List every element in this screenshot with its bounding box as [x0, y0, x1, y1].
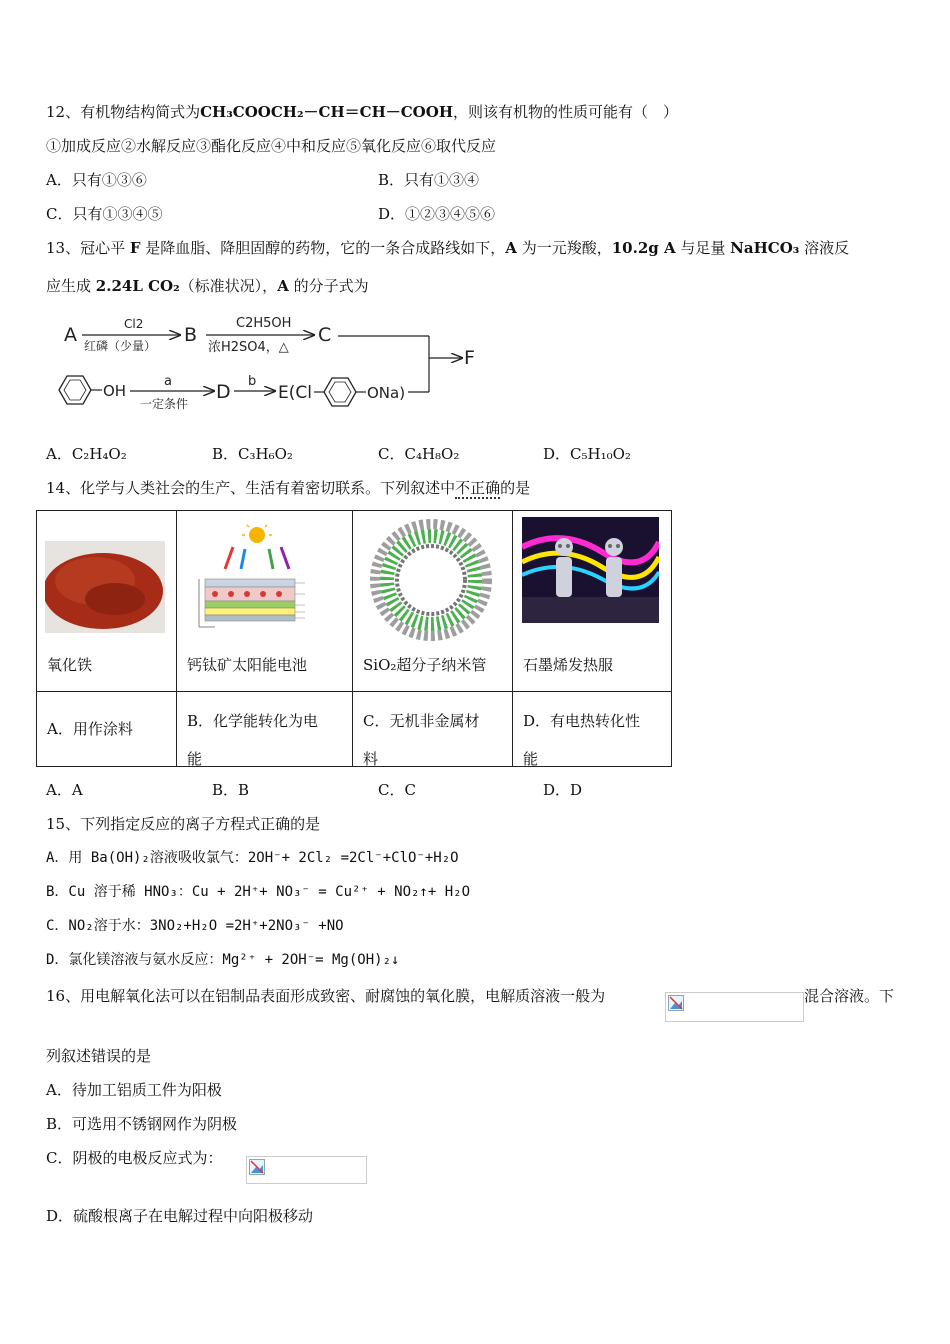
q13-t5: 为一元羧酸， — [516, 239, 612, 257]
q15-option-c: C．NO₂溶于水：3NO₂+H₂O =2H⁺+2NO₃⁻ +NO — [46, 918, 344, 934]
sio2-nanotube-image — [365, 517, 497, 643]
q14-table — [36, 510, 672, 767]
scheme-c: C — [318, 324, 332, 346]
q13-t12: （标准状况）， — [179, 277, 278, 295]
q13-t13: A — [277, 277, 289, 295]
q14-option-b: B．B — [212, 781, 250, 799]
q13-t11: 2.24L CO₂ — [95, 277, 180, 295]
q13-option-b: B．C₃H₆O₂ — [212, 445, 293, 463]
q14-cell-iron-oxide — [37, 511, 177, 692]
q14-answer-b — [177, 692, 353, 767]
q15-stem: 15、下列指定反应的离子方程式正确的是 — [46, 815, 321, 833]
synthesis-scheme — [56, 305, 496, 415]
q14-answer-b-text: B．化学能转化为电能 — [187, 712, 319, 768]
phenol-ring-inner — [64, 380, 86, 400]
q14-answer-c-text: C．无机非金属材料 — [363, 712, 480, 768]
q13-t8: NaHCO₃ — [730, 239, 800, 257]
q15-option-a: A．用 Ba(OH)₂溶液吸收氯气：2OH⁻+ 2Cl₂ =2Cl⁻+ClO⁻+H₂O — [46, 850, 459, 866]
q16-stem-b: 混合溶液。下 — [804, 987, 895, 1005]
q14-cell-graphene — [513, 511, 672, 692]
q13-option-a: A．C₂H₄O₂ — [46, 445, 127, 463]
q14-caption-b: 钙钛矿太阳能电池 — [187, 656, 308, 674]
q14-stem-emphasis: 不正确 — [455, 479, 501, 497]
scheme-d: D — [216, 381, 231, 403]
q13-t3: 是降血脂、降胆固醇的药物，它的一条合成路线如下， — [140, 239, 506, 257]
phenol-oh: OH — [103, 382, 127, 400]
scheme-a: A — [64, 324, 77, 346]
q12-option-d: D．①②③④⑤⑥ — [378, 205, 496, 223]
perovskite-solar-cell-image — [187, 523, 327, 641]
q13-stem-line1 — [46, 238, 849, 258]
scheme-f: F — [464, 347, 475, 369]
scheme-arrow1-top: Cl2 — [124, 317, 144, 331]
scheme-arrow4-top: b — [248, 374, 257, 389]
q16-option-b: B．可选用不锈钢网作为阴极 — [46, 1115, 238, 1133]
scheme-arrow1-bottom: 红磷（少量） — [84, 339, 157, 353]
q13-stem-line2 — [46, 276, 369, 296]
scheme-arrow2-top: C2H5OH — [236, 316, 292, 331]
q14-cell-nanotube — [353, 511, 513, 692]
scheme-arrow3-bottom: 一定条件 — [140, 397, 189, 411]
q12-reaction-list: ①加成反应②水解反应③酯化反应④中和反应⑤氧化反应⑥取代反应 — [46, 137, 497, 155]
q13-t6: 10.2g A — [611, 239, 676, 257]
q12-option-a: A．只有①③⑥ — [46, 171, 147, 189]
q16-stem-c: 列叙述错误的是 — [46, 1047, 152, 1065]
q12-formula: CH₃COOCH₂－CH＝CH－COOH — [200, 103, 453, 121]
q16-option-c: C．阴极的电极反应式为： — [46, 1149, 223, 1167]
q16-stem-a: 16、用电解氧化法可以在铝制品表面形成致密、耐腐蚀的氧化膜，电解质溶液一般为 — [46, 987, 606, 1005]
q13-t2: F — [129, 239, 141, 257]
q14-stem — [46, 478, 530, 498]
scheme-e-pre: E(Cl — [278, 383, 312, 403]
broken-image-icon — [668, 995, 684, 1011]
q12-stem — [46, 102, 678, 122]
q13-option-d: D．C₅H₁₀O₂ — [543, 445, 631, 463]
q12-option-b: B．只有①③④ — [378, 171, 480, 189]
iron-oxide-powder-image — [45, 541, 165, 633]
scheme-arrow2-bottom: 浓H2SO4，△ — [208, 340, 289, 355]
q16-missing-formula-image — [665, 992, 804, 1022]
q12-stem-post: ，则该有机物的性质可能有（ ） — [453, 103, 679, 121]
q14-caption-c: SiO₂超分子纳米管 — [363, 656, 487, 674]
q13-t1: 13、冠心平 — [46, 239, 130, 257]
q15-option-d: D．氯化镁溶液与氨水反应：Mg²⁺ + 2OH⁻= Mg(OH)₂↓ — [46, 952, 400, 968]
q14-answer-d-text: D．有电热转化性能 — [523, 712, 641, 768]
q13-t14: 的分子式为 — [288, 277, 369, 295]
q14-stem-pre: 14、化学与人类社会的生产、生活有着密切联系。下列叙述中 — [46, 479, 456, 497]
q14-option-d: D．D — [543, 781, 583, 799]
e-ring-inner — [329, 382, 351, 402]
q14-cell-solar-cell — [177, 511, 353, 692]
q15-option-b: B．Cu 溶于稀 HNO₃：Cu + 2H⁺+ NO₃⁻ = Cu²⁺ + NO₂↑+ H₂O — [46, 884, 471, 900]
q14-answer-a — [37, 692, 177, 767]
q16-option-d: D．硫酸根离子在电解过程中向阳极移动 — [46, 1207, 314, 1225]
q14-answer-d — [513, 692, 672, 767]
q13-t10: 应生成 — [46, 277, 96, 295]
q14-answer-c — [353, 692, 513, 767]
q12-option-c: C．只有①③④⑤ — [46, 205, 163, 223]
q14-caption-a: 氧化铁 — [47, 656, 93, 674]
broken-image-icon — [249, 1159, 265, 1175]
q13-t7: 与足量 — [675, 239, 731, 257]
q14-answer-a-text: A．用作涂料 — [47, 720, 133, 738]
q12-stem-pre: 12、有机物结构简式为 — [46, 103, 201, 121]
graphene-heating-clothes-image — [522, 517, 659, 623]
q13-option-c: C．C₄H₈O₂ — [378, 445, 460, 463]
scheme-b: B — [184, 324, 198, 346]
q14-stem-post: 的是 — [500, 479, 531, 497]
q16-missing-equation-image — [246, 1156, 367, 1184]
scheme-arrow3-top: a — [164, 374, 172, 389]
scheme-e-post: ONa) — [367, 384, 406, 402]
q16-option-a: A．待加工铝质工件为阳极 — [46, 1081, 222, 1099]
q14-option-a: A．A — [46, 781, 83, 799]
q13-t4: A — [505, 239, 517, 257]
q13-t9: 溶液反 — [799, 239, 850, 257]
q14-caption-d: 石墨烯发热服 — [523, 656, 614, 674]
q14-option-c: C．C — [378, 781, 416, 799]
